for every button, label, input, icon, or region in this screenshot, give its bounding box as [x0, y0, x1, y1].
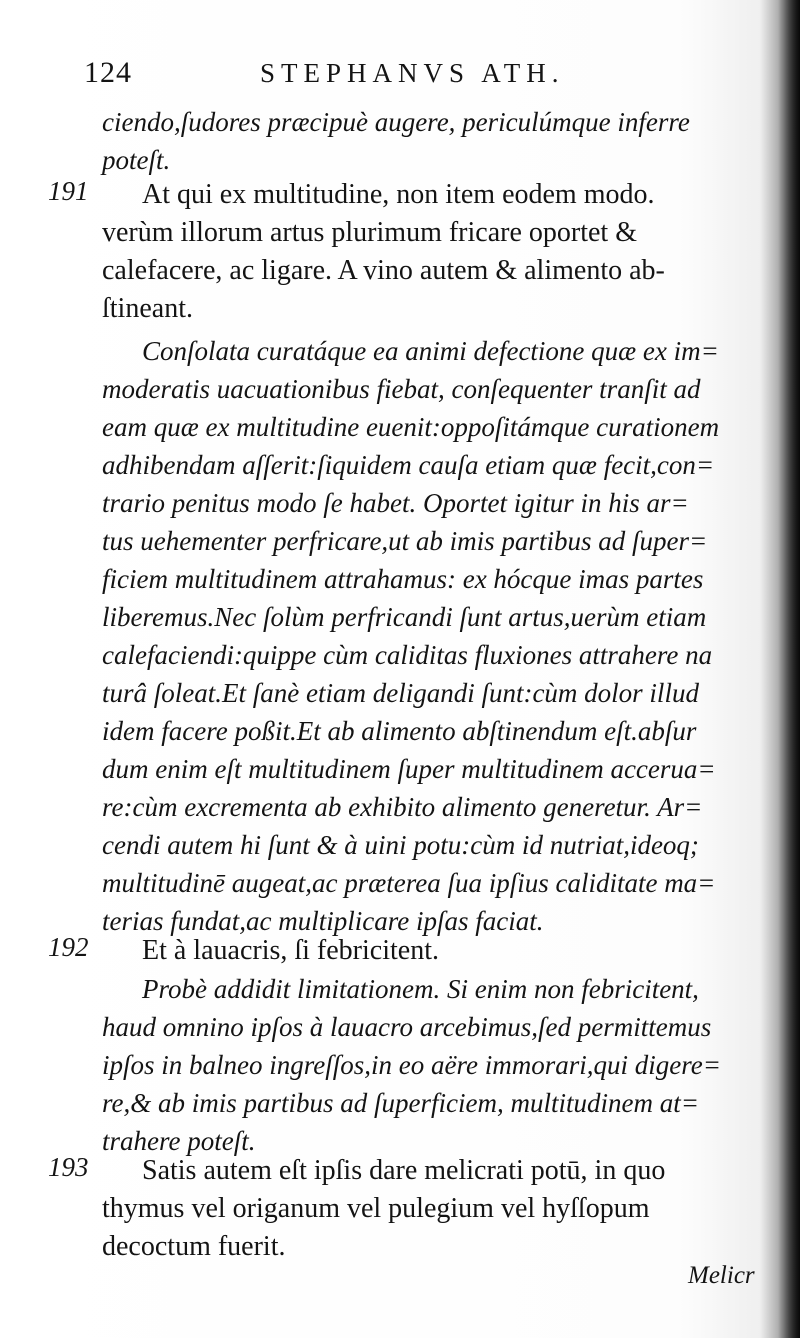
text-line: idem facere poßit.Et ab alimento abſtinendum eſt.abſur: [102, 716, 697, 746]
text-line: Conſolata curatáque ea animi defectione quæ ex im=: [142, 336, 719, 366]
text-line: turâ ſoleat.Et ſanè etiam deligandi ſunt:cùm dolor illud: [102, 678, 699, 708]
aphorism-number: 191: [48, 176, 89, 206]
text-line: Satis autem eſt ipſis dare melicrati potū, in quo: [142, 1155, 666, 1186]
text-line: ciendo,ſudores præcipuè augere, periculúmque inferre: [102, 107, 690, 137]
page-header: [84, 56, 744, 96]
text-line: calefaciendi:quippe cùm caliditas fluxiones attrahere na: [102, 640, 713, 670]
aphorism-191: [102, 176, 762, 328]
commentary-191: [102, 332, 762, 940]
aphorism-193: [102, 1152, 762, 1266]
aphorism-number: 193: [48, 1152, 89, 1182]
page-number: 124: [84, 56, 132, 89]
catchword: Melicr: [688, 1262, 755, 1289]
text-line: cendi autem hi ſunt & à uini potu:cùm id nutriat,ideoq;: [102, 830, 699, 860]
text-line: ficiem multitudinem attrahamus: ex hócque imas partes: [102, 564, 704, 594]
text-line: thymus vel origanum vel pulegium vel hyſſopum: [102, 1193, 650, 1224]
text-line: adhibendam aſſerit:ſiquidem cauſa etiam quæ fecit,con=: [102, 450, 715, 480]
text-line: At qui ex multitudine, non item eodem modo.: [142, 179, 655, 210]
aphorism-192: [102, 932, 762, 970]
text-line: Probè addidit limitationem. Si enim non febricitent,: [142, 974, 699, 1004]
text-line: moderatis uacuationibus fiebat, conſequenter tranſit ad: [102, 374, 701, 404]
text-line: verùm illorum artus plurimum fricare oportet &: [102, 217, 637, 248]
text-line: re,& ab imis partibus ad ſuperficiem, multitudinem at=: [102, 1088, 699, 1118]
text-line: terias fundat,ac multiplicare ipſas faciat.: [102, 906, 544, 936]
text-line: tus uehementer perfricare,ut ab imis partibus ad ſuper=: [102, 526, 708, 556]
text-line: Et à lauacris, ſi febricitent.: [142, 935, 439, 966]
text-line: trario penitus modo ſe habet. Oportet igitur in his ar=: [102, 488, 689, 518]
running-title: STEPHANVS ATH.: [260, 58, 565, 88]
text-line: calefacere, ac ligare. A vino autem & alimento ab-: [102, 255, 665, 286]
text-line: multitudinē augeat,ac præterea ſua ipſius caliditate ma=: [102, 868, 716, 898]
text-line: ipſos in balneo ingreſſos,in eo aëre immorari,qui digere=: [102, 1050, 721, 1080]
text-line: trahere poteſt.: [102, 1126, 256, 1156]
text-line: liberemus.Nec ſolùm perfricandi ſunt artus,uerùm etiam: [102, 602, 707, 632]
text-line: decoctum fuerit.: [102, 1231, 286, 1262]
text-line: eam quæ ex multitudine euenit:oppoſitámque curationem: [102, 412, 720, 442]
text-line: poteſt.: [102, 145, 171, 175]
text-line: ſtineant.: [102, 293, 193, 324]
text-line: dum enim eſt multitudinem ſuper multitudinem acceruа=: [102, 754, 716, 784]
page-spine-shadow: [778, 0, 800, 1338]
aphorism-number: 192: [48, 932, 89, 962]
text-line: haud omnino ipſos à lauacro arcebimus,ſed permittemus: [102, 1012, 712, 1042]
continuation-text: [102, 103, 762, 179]
commentary-192: [102, 970, 762, 1160]
text-line: re:cùm excrementa ab exhibito alimento generetur. Ar=: [102, 792, 703, 822]
